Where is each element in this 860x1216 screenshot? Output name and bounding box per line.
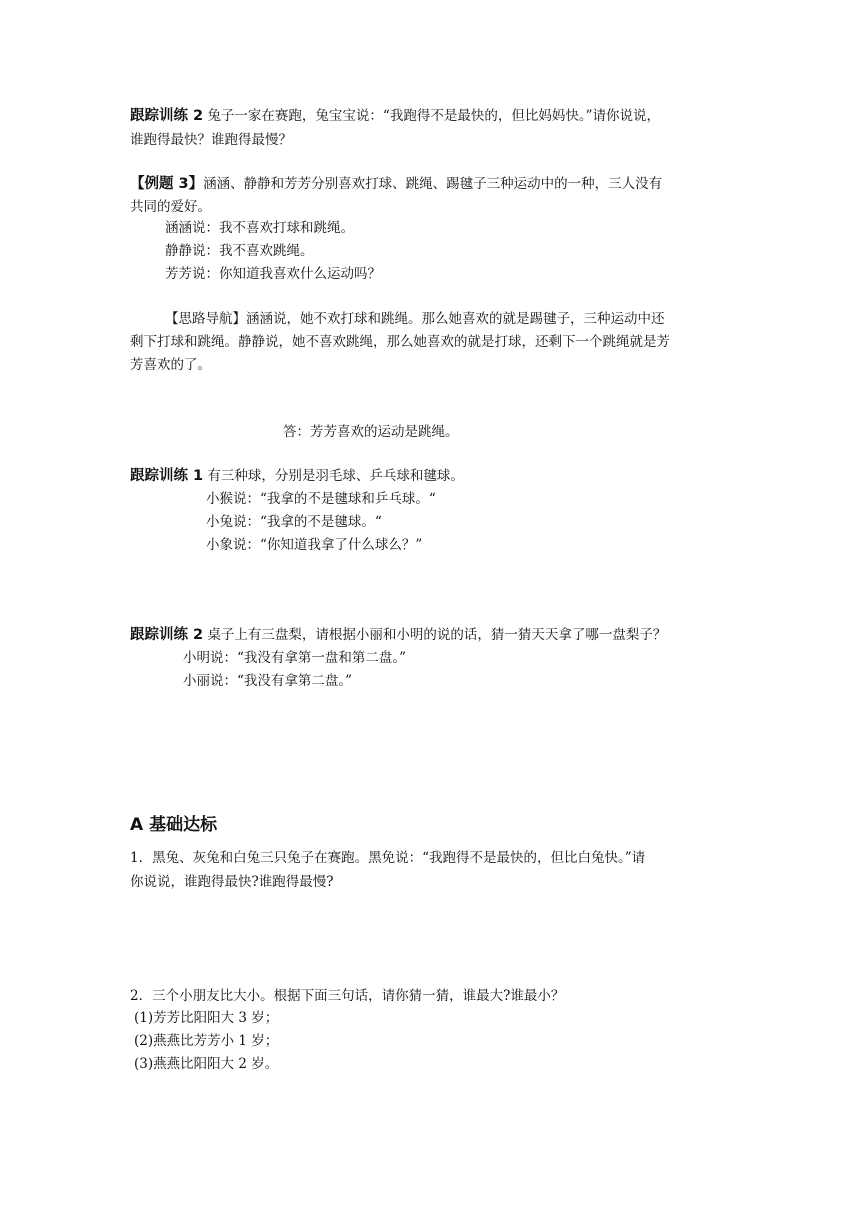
track2b-text1: 桌子上有三盘梨，请根据小丽和小明的说的话，猜一猜天天拿了哪一盘梨子？	[207, 627, 667, 643]
example3-quote-2: 静静说：我不喜欢跳绳。	[165, 243, 314, 259]
question-1-line2: 你说说，谁跑得最快?谁跑得最慢?	[130, 874, 334, 890]
track2a-line2: 谁跑得最快？谁跑得最慢？	[130, 132, 292, 148]
example3-quote-1: 涵涵说：我不喜欢打球和跳绳。	[165, 220, 354, 236]
question-1-line1: 1．黑兔、灰兔和白兔三只兔子在赛跑。黑免说：“我跑得不是最快的，但比白兔快。”请	[130, 850, 646, 866]
example3-quote-3: 芳芳说：你知道我喜欢什么运动吗？	[165, 266, 381, 282]
example3-line1	[130, 174, 662, 194]
question-2-line1: 2．三个小朋友比大小。根据下面三句话，请你猜一猜，谁最大?谁最小？	[130, 988, 565, 1004]
example3-label: 【例题 3】	[130, 176, 204, 192]
track2b-line1	[130, 625, 666, 645]
track2b-quote-2: 小丽说：“我没有拿第二盘。”	[183, 673, 353, 689]
guide-answer: 答：芳芳喜欢的运动是跳绳。	[283, 424, 459, 440]
question-2-item-1: (1)芳芳比阳阳大 3 岁；	[134, 1010, 279, 1026]
guide-line-1: 【思路导航】涵涵说，她不欢打球和跳绳。那么她喜欢的就是踢毽子，三种运动中还	[165, 311, 665, 327]
track2a-label: 跟踪训练 2	[130, 108, 204, 124]
guide-line-2: 剩下打球和跳绳。静静说，她不喜欢跳绳，那么她喜欢的就是打球，还剩下一个跳绳就是芳	[130, 334, 670, 350]
track1-line1	[130, 466, 464, 486]
track2a-line1	[130, 106, 660, 126]
track1-label: 跟踪训练 1	[130, 468, 204, 484]
question-2-item-2: (2)燕燕比芳芳小 1 岁；	[134, 1033, 279, 1049]
example3-line2: 共同的爱好。	[130, 199, 211, 215]
track1-quote-2: 小兔说：“我拿的不是毽球。“	[206, 514, 382, 530]
example3-text1: 涵涵、静静和芳芳分别喜欢打球、跳绳、踢毽子三种运动中的一种，三人没有	[203, 176, 663, 192]
track2a-text1: 兔子一家在赛跑，兔宝宝说：“我跑得不是最快的，但比妈妈快。”请你说说，	[207, 108, 660, 124]
section-a-heading: A 基础达标	[130, 815, 218, 835]
guide-line-3: 芳喜欢的了。	[130, 357, 211, 373]
track1-text1: 有三种球，分别是羽毛球、乒乓球和毽球。	[207, 468, 464, 484]
track2b-label: 跟踪训练 2	[130, 627, 204, 643]
track2b-quote-1: 小明说：“我没有拿第一盘和第二盘。”	[183, 650, 407, 666]
question-2-item-3: (3)燕燕比阳阳大 2 岁。	[134, 1056, 279, 1072]
track1-quote-3: 小象说：“你知道我拿了什么球么？”	[206, 537, 423, 553]
track1-quote-1: 小猴说：“我拿的不是毽球和乒乓球。“	[206, 491, 436, 507]
